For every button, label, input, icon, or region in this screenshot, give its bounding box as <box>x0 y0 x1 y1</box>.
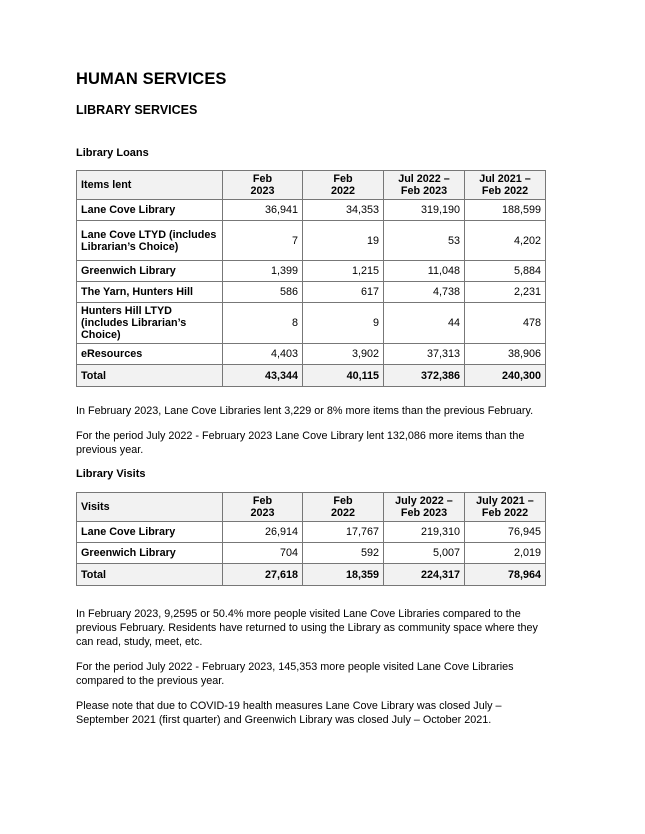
cell-value: 36,941 <box>223 200 303 221</box>
table-row <box>77 221 546 261</box>
column-header-period: Feb 2023 <box>223 493 303 522</box>
cell-value: 26,914 <box>223 522 303 543</box>
table-header-row <box>77 171 546 200</box>
cell-value: 592 <box>303 543 384 564</box>
column-header-period: Jul 2022 – Feb 2023 <box>384 171 465 200</box>
cell-value: 4,738 <box>384 282 465 303</box>
row-label: The Yarn, Hunters Hill <box>77 282 223 303</box>
visits-note-1: In February 2023, 9,2595 or 50.4% more people visited Lane Cove Libraries compared to the previous February. Residents have returned to using the Library as community space where they can read, study, meet, etc. <box>76 608 538 648</box>
page-title: HUMAN SERVICES <box>76 70 227 88</box>
cell-value: 2,231 <box>465 282 546 303</box>
cell-value: 372,386 <box>384 365 465 387</box>
cell-value: 4,403 <box>223 344 303 365</box>
table-row <box>77 303 546 344</box>
table-row <box>77 543 546 564</box>
cell-value: 40,115 <box>303 365 384 387</box>
loans-title: Library Loans <box>76 147 149 159</box>
cell-value: 38,906 <box>465 344 546 365</box>
column-header-period: Jul 2021 – Feb 2022 <box>465 171 546 200</box>
cell-value: 224,317 <box>384 564 465 586</box>
column-header-period: July 2021 – Feb 2022 <box>465 493 546 522</box>
cell-value: 34,353 <box>303 200 384 221</box>
column-header-period: Feb 2023 <box>223 171 303 200</box>
row-label: eResources <box>77 344 223 365</box>
row-label: Total <box>77 365 223 387</box>
cell-value: 617 <box>303 282 384 303</box>
table-row <box>77 282 546 303</box>
row-label: Lane Cove Library <box>77 200 223 221</box>
cell-value: 240,300 <box>465 365 546 387</box>
table-row <box>77 522 546 543</box>
cell-value: 219,310 <box>384 522 465 543</box>
cell-value: 8 <box>223 303 303 344</box>
cell-value: 78,964 <box>465 564 546 586</box>
cell-value: 478 <box>465 303 546 344</box>
row-label: Lane Cove LTYD (includes Librarian’s Choice) <box>77 221 223 261</box>
total-row <box>77 564 546 586</box>
cell-value: 76,945 <box>465 522 546 543</box>
cell-value: 44 <box>384 303 465 344</box>
cell-value: 7 <box>223 221 303 261</box>
section-title: LIBRARY SERVICES <box>76 103 198 117</box>
cell-value: 53 <box>384 221 465 261</box>
visits-note-3: Please note that due to COVID-19 health measures Lane Cove Library was closed July – September 2021 (first quarter) and Greenwich Library was closed July – October 2021. <box>76 700 502 726</box>
total-row <box>77 365 546 387</box>
cell-value: 188,599 <box>465 200 546 221</box>
loans-table <box>76 170 546 387</box>
cell-value: 2,019 <box>465 543 546 564</box>
table-header-row <box>77 493 546 522</box>
table-row <box>77 261 546 282</box>
column-header-label: Items lent <box>77 171 223 200</box>
cell-value: 11,048 <box>384 261 465 282</box>
column-header-label: Visits <box>77 493 223 522</box>
cell-value: 5,007 <box>384 543 465 564</box>
table-row <box>77 344 546 365</box>
cell-value: 18,359 <box>303 564 384 586</box>
visits-table <box>76 492 546 586</box>
cell-value: 19 <box>303 221 384 261</box>
visits-note-2: For the period July 2022 - February 2023, 145,353 more people visited Lane Cove Libraries compared to the previous year. <box>76 661 514 687</box>
cell-value: 319,190 <box>384 200 465 221</box>
cell-value: 27,618 <box>223 564 303 586</box>
cell-value: 9 <box>303 303 384 344</box>
cell-value: 43,344 <box>223 365 303 387</box>
visits-title: Library Visits <box>76 468 146 480</box>
loans-note-1: In February 2023, Lane Cove Libraries lent 3,229 or 8% more items than the previous February. <box>76 405 534 417</box>
cell-value: 1,399 <box>223 261 303 282</box>
table-row <box>77 200 546 221</box>
cell-value: 37,313 <box>384 344 465 365</box>
column-header-period: Feb 2022 <box>303 493 384 522</box>
cell-value: 1,215 <box>303 261 384 282</box>
cell-value: 586 <box>223 282 303 303</box>
cell-value: 5,884 <box>465 261 546 282</box>
column-header-period: Feb 2022 <box>303 171 384 200</box>
cell-value: 704 <box>223 543 303 564</box>
column-header-period: July 2022 – Feb 2023 <box>384 493 465 522</box>
row-label: Total <box>77 564 223 586</box>
cell-value: 3,902 <box>303 344 384 365</box>
row-label: Hunters Hill LTYD (includes Librarian’s Choice) <box>77 303 223 344</box>
cell-value: 4,202 <box>465 221 546 261</box>
loans-note-2: For the period July 2022 - February 2023 Lane Cove Library lent 132,086 more items than the previous year. <box>76 430 525 456</box>
row-label: Greenwich Library <box>77 543 223 564</box>
cell-value: 17,767 <box>303 522 384 543</box>
row-label: Lane Cove Library <box>77 522 223 543</box>
row-label: Greenwich Library <box>77 261 223 282</box>
